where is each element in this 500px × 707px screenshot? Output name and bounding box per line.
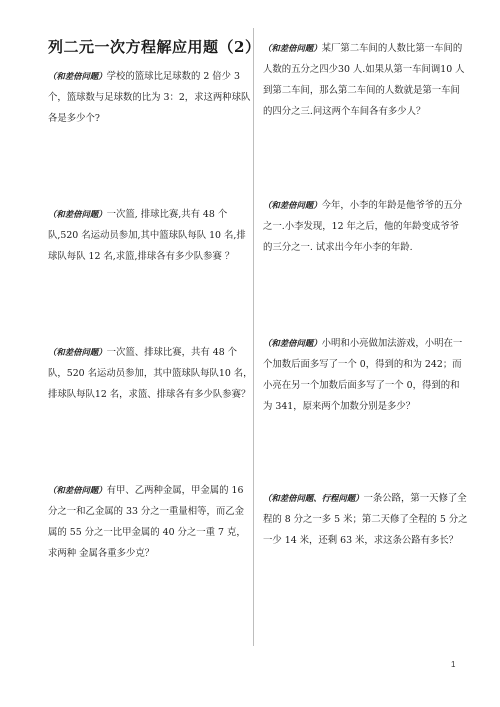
problem-6-tag: （和差倍问题） [263, 338, 322, 348]
problem-1-text: 学校的篮球比足球数的 2 倍少 3 个，篮球数与足球数的比为 3：2，求这两种球队各是多少个? [48, 71, 251, 124]
column-divider [253, 28, 254, 646]
problem-8-text: 一条公路，第一天修了全程的 8 分之一多 5 米；第二天修了全程的 5 分之一少 14 米，还剩 63 米，求这条公路有多长？ [263, 493, 468, 546]
problem-3-text: 一次篮, 排球比赛,共有 48 个队,520 名运动员参加,其中篮球队每队 10 名,排球队每队 12 名,求篮,排球各有多少队参赛 ？ [48, 209, 246, 262]
page-number: 1 [451, 660, 456, 669]
problem-6-text: 小明和小亮做加法游戏，小明在一个加数后面多写了一个 0，得到的和为 242；而小亮在另一个加数后面多写了一个 0，得到的和为 341，原来两个加数分别是多少？ [263, 338, 463, 412]
problem-4-text: 今年，小李的年龄是他爷爷的五分之一.小李发现，12 年之后，他的年龄变成爷爷的三分之一. 试求出今年小李的年龄. [263, 200, 463, 253]
problem-4-tag: （和差倍问题） [263, 200, 322, 210]
problem-2-text: 某厂第二车间的人数比第一车间的人数的五分之四少30 人.如果从第一车间调10 人到第二车间，那么第二车间的人数就是第一车间的四分之三.问这两个车间各有多少人？ [263, 43, 465, 117]
problem-8-tag: （和差倍问题、行程问题） [263, 493, 364, 503]
problem-6 [263, 333, 468, 417]
problem-3 [48, 204, 253, 267]
problem-5-text: 一次篮、排球比赛，共有 48 个队，520 名运动员参加，其中篮球队每队10 名，排球队每队12 名，求篮、排球各有多少队参赛？ [48, 347, 253, 400]
problem-2 [263, 38, 468, 122]
problem-8 [263, 488, 468, 551]
problem-5 [48, 342, 253, 405]
problem-2-tag: （和差倍问题） [263, 43, 322, 53]
page-title: 列二元一次方程解应用题（2） [48, 38, 261, 56]
problem-4 [263, 195, 468, 258]
problem-7-text: 有甲、乙两种金属，甲金属的 16 分之一和乙金属的 33 分之一重量相等，而乙金属的 55 分之一比甲金属的 40 分之一重 7 克，求两种 金属各重多少克？ [48, 485, 246, 559]
problem-1-tag: （和差倍问题） [48, 71, 107, 81]
problem-7-tag: （和差倍问题） [48, 485, 107, 495]
problem-3-tag: （和差倍问题） [48, 209, 107, 219]
problem-5-tag: （和差倍问题） [48, 347, 107, 357]
problem-1 [48, 66, 253, 129]
problem-7 [48, 480, 253, 564]
